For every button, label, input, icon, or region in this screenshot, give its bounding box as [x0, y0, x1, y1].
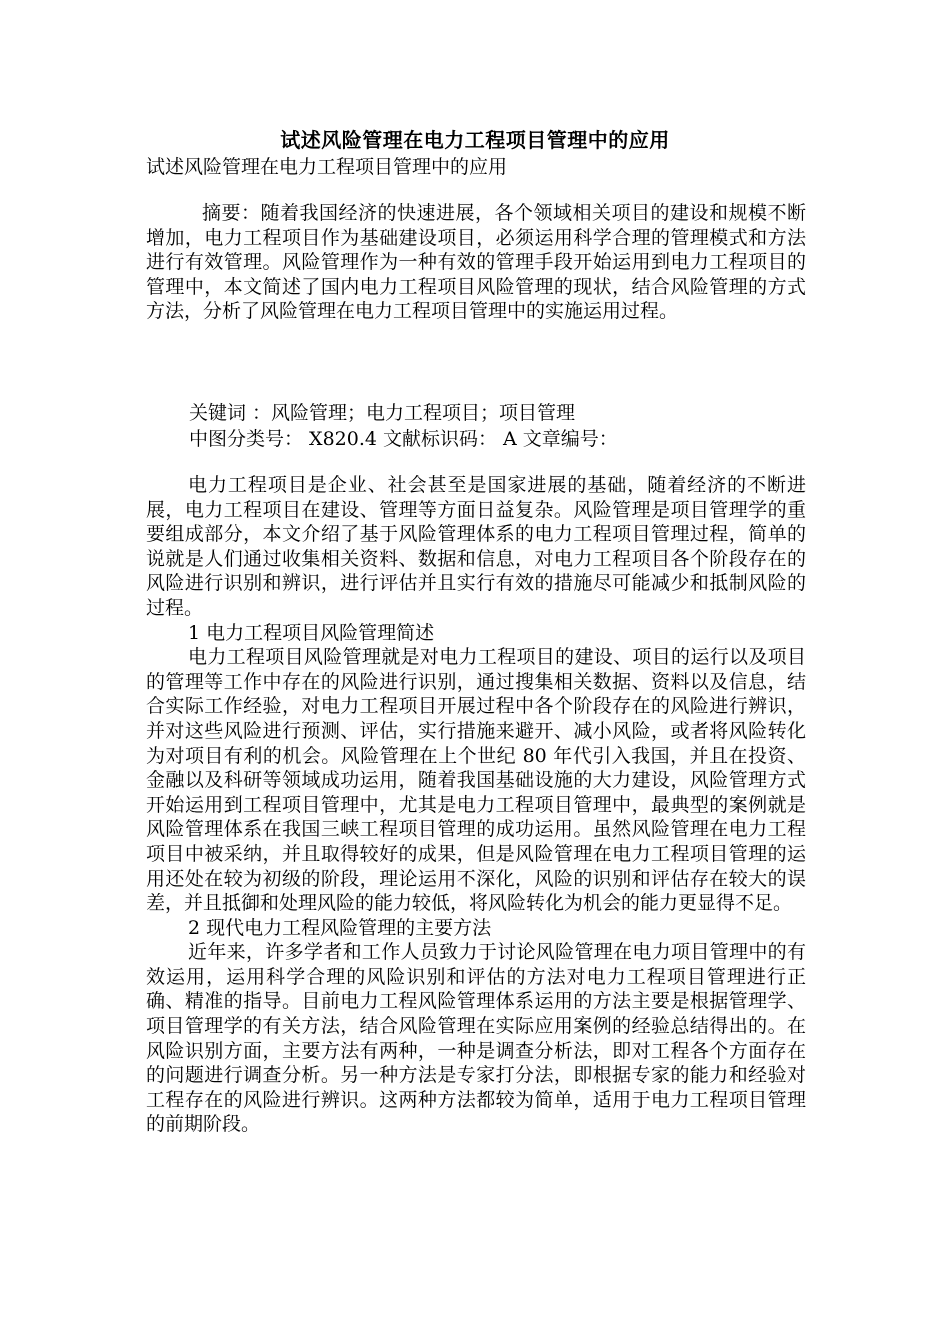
- keywords-line: 关键词 ：风险管理；电力工程项目；项目管理: [189, 402, 576, 424]
- section-2-paragraph: 近年来，许多学者和工作人员致力于讨论风险管理在电力项目管理中的有效运用，运用科学合理的风险识别和评估的方法对电力工程项目管理进行正确、精准的指导。目前电力工程风险管理体系运用的方法主要是根据管理学、项目管理学的有关方法，结合风险管理在实际应用案例的经验总结得出的。在风险识别方面，主要方法有两种，一种是调查分析法，即对工程各个方面存在的问题进行调查分析。另一种方法是专家打分法，即根据专家的能力和经验对工程存在的风险进行辨识。这两种方法都较为简单，适用于电力工程项目管理的前期阶段。: [146, 941, 806, 1136]
- main-body: [146, 473, 806, 1137]
- abstract-paragraph: 摘要：随着我国经济的快速进展，各个领域相关项目的建设和规模不断增加，电力工程项目作为基础建设项目，必须运用科学合理的管理模式和方法进行有效管理。风险管理作为一种有效的管理手段开始运用到电力工程项目的管理中，本文简述了国内电力工程项目风险管理的现状，结合风险管理的方式方法，分析了风险管理在电力工程项目管理中的实施运用过程。: [146, 202, 806, 323]
- section-1-heading: 1 电力工程项目风险管理简述: [188, 621, 435, 644]
- classification-line: 中图分类号： X820.4 文献标识码： A 文章编号：: [189, 428, 618, 450]
- document-title: 试述风险管理在电力工程项目管理中的应用: [280, 128, 670, 152]
- document-subtitle: 试述风险管理在电力工程项目管理中的应用: [146, 156, 508, 178]
- abstract-block: [146, 201, 806, 324]
- section-1-paragraph: 电力工程项目风险管理就是对电力工程项目的建设、项目的运行以及项目的管理等工作中存在的风险进行识别，通过搜集相关数据、资料以及信息，结合实际工作经验，对电力工程项目开展过程中各个阶段存在的风险进行辨识，并对这些风险进行预测、评估，实行措施来避开、减小风险，或者将风险转化为对项目有利的机会。风险管理在上个世纪 80 年代引入我国，并且在投资、金融以及科研等领域成功运用，随着我国基础设施的大力建设，风险管理方式开始运用到工程项目管理中，尤其是电力工程项目管理中，最典型的案例就是风险管理体系在我国三峡工程项目管理的成功运用。虽然风险管理在电力工程项目中被采纳，并且取得较好的成果，但是风险管理在电力工程项目管理的运用还处在较为初级的阶段，理论运用不深化，风险的识别和评估存在较大的误差，并且抵御和处理风险的能力较低，将风险转化为机会的能力更显得不足。: [146, 646, 806, 915]
- section-2-heading: 2 现代电力工程风险管理的主要方法: [188, 916, 492, 939]
- intro-paragraph: 电力工程项目是企业、社会甚至是国家进展的基础，随着经济的不断进展，电力工程项目在建设、管理等方面日益复杂。风险管理是项目管理学的重要组成部分，本文介绍了基于风险管理体系的电力工程项目管理过程，简单的说就是人们通过收集相关资料、数据和信息，对电力工程项目各个阶段存在的风险进行识别和辨识，进行评估并且实行有效的措施尽可能减少和抵制风险的过程。: [146, 474, 806, 619]
